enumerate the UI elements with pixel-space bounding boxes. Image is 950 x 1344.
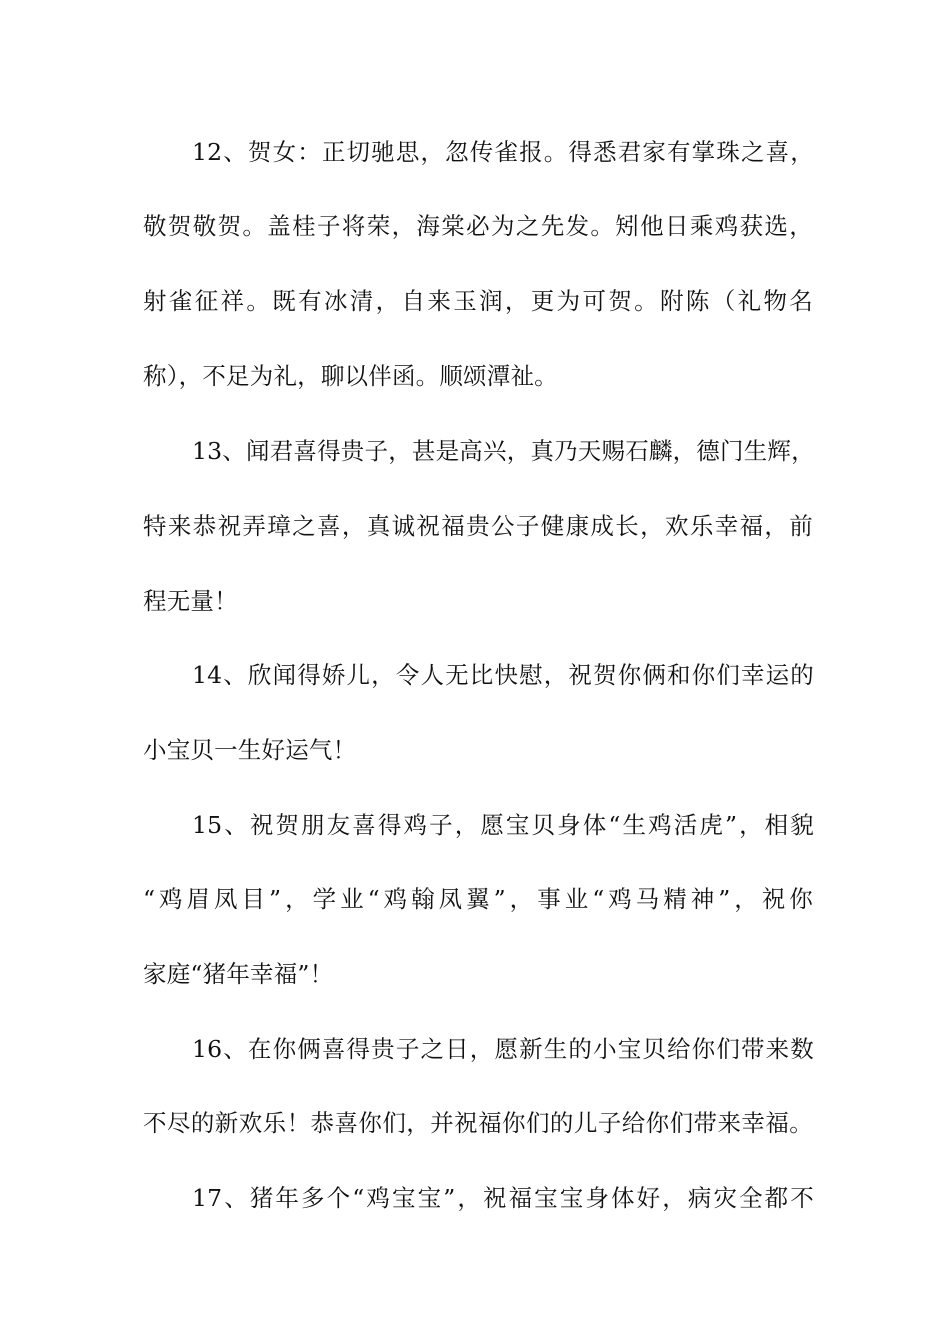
paragraph-12-line-2: 敬贺敬贺。盖桂子将荣，海棠必为之先发。矧他日乘鸡获选， — [143, 212, 813, 240]
paragraph-14-line-2: 小宝贝一生好运气！ — [143, 736, 357, 764]
paragraph-15-line-3: 家庭“猪年幸福”！ — [143, 960, 334, 988]
paragraph-16-line-2: 不尽的新欢乐！恭喜你们，并祝福你们的儿子给你们带来幸福。 — [143, 1109, 813, 1137]
paragraph-12-line-3: 射雀征祥。既有冰清，自来玉润，更为可贺。附陈（礼物名 — [143, 287, 813, 315]
paragraph-15-line-1: 15、祝贺朋友喜得鸡子，愿宝贝身体“生鸡活虎”，相貌 — [192, 811, 814, 839]
paragraph-13-line-2: 特来恭祝弄璋之喜，真诚祝福贵公子健康成长，欢乐幸福，前 — [143, 512, 813, 540]
paragraph-13-line-3: 程无量！ — [143, 587, 238, 615]
paragraph-16-line-1: 16、在你俩喜得贵子之日，愿新生的小宝贝给你们带来数 — [192, 1035, 814, 1063]
paragraph-15-line-2: “鸡眉凤目”，学业“鸡翰凤翼”，事业“鸡马精神”，祝你 — [143, 885, 813, 913]
paragraph-12-line-1: 12、贺女：正切驰思，忽传雀报。得悉君家有掌珠之喜， — [192, 138, 814, 166]
paragraph-12-line-4: 称），不足为礼，聊以伴函。顺颂潭祉。 — [143, 362, 558, 390]
paragraph-17-line-1: 17、猪年多个“鸡宝宝”，祝福宝宝身体好，病灾全都不 — [192, 1184, 814, 1212]
paragraph-14-line-1: 14、欣闻得娇儿，令人无比快慰，祝贺你俩和你们幸运的 — [192, 661, 814, 689]
paragraph-13-line-1: 13、闻君喜得贵子，甚是高兴，真乃天赐石麟，德门生辉， — [192, 437, 815, 465]
